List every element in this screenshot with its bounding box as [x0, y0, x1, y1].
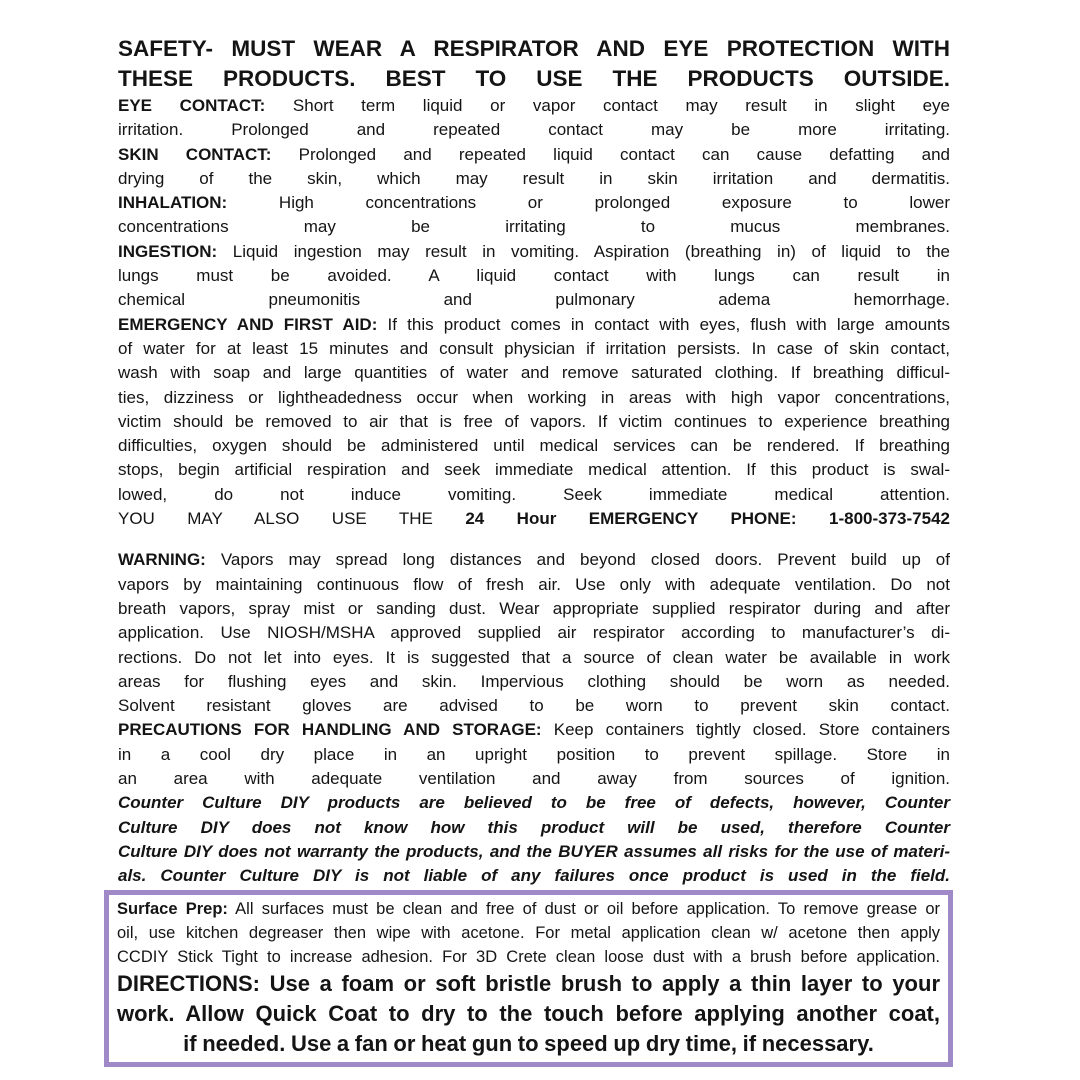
warning-text: Vapors may spread long distances and beyond closed doors. Prevent build up of	[220, 550, 950, 570]
surface-prep-directions-box	[104, 890, 953, 1068]
hazard-line	[118, 458, 950, 482]
hazard-line	[118, 410, 950, 434]
warning-line	[118, 548, 950, 572]
warning-line	[118, 694, 950, 718]
hazard-text: victim should be removed to air that is free of vapors. If victim continues to experience breathing	[118, 411, 950, 431]
safety-heading-line-1: SAFETY- MUST WEAR A RESPIRATOR AND EYE PROTECTION WITH	[118, 36, 950, 61]
surface-prep-text: All surfaces must be clean and free of dust or oil before application. To remove grease or	[235, 899, 940, 918]
hazard-line	[118, 386, 950, 410]
disclaimer-line	[118, 864, 950, 888]
hazard-text: of water for at least 15 minutes and consult physician if irritation persists. In case of skin contact,	[118, 338, 950, 358]
hazard-text: Liquid ingestion may result in vomiting. Aspiration (breathing in) of liquid to the	[232, 241, 950, 261]
warning-text: vapors by maintaining continuous flow of fresh air. Use only with adequate ventilation. Do not	[118, 574, 950, 594]
hazard-line	[118, 264, 950, 288]
hazard-line	[118, 240, 950, 264]
hazard-text: difficulties, oxygen should be administered until medical services can be rendered. If breathing	[118, 436, 950, 456]
hazard-line	[118, 167, 950, 191]
surface-prep-text: oil, use kitchen degreaser then wipe with acetone. For metal application clean w/ acetone then apply	[117, 923, 940, 942]
hazard-text: If this product comes in contact with eyes, flush with large amounts	[387, 314, 950, 334]
hazard-line	[118, 337, 950, 361]
hazard-text: High concentrations or prolonged exposure to lower	[278, 193, 950, 213]
warning-line	[118, 597, 950, 621]
precautions-label: PRECAUTIONS FOR HANDLING AND STORAGE:	[118, 720, 542, 740]
hazard-text: Short term liquid or vapor contact may result in slight eye	[292, 96, 950, 115]
skin-contact-label: SKIN CONTACT:	[118, 144, 272, 164]
disclaimer-line	[118, 791, 950, 815]
hazard-line	[118, 483, 950, 507]
warning-line	[118, 718, 950, 742]
hazard-section	[118, 94, 950, 531]
hazard-text: concentrations may be irritating to mucus membranes.	[118, 217, 950, 237]
disclaimer-text: Culture DIY does not warranty the products, and the BUYER assumes all risks for the use of materi-	[118, 841, 950, 861]
hazard-line	[118, 215, 950, 239]
disclaimer-text: Counter Culture DIY products are believed to be free of defects, however, Counter	[118, 793, 950, 813]
safety-heading-line-2: THESE PRODUCTS. BEST TO USE THE PRODUCTS OUTSIDE.	[118, 66, 950, 91]
surface-prep-line	[117, 897, 940, 921]
hazard-line	[118, 361, 950, 385]
emergency-phone-label: 24 Hour EMERGENCY PHONE:	[465, 509, 797, 529]
warning-line	[118, 573, 950, 597]
warning-text: breath vapors, spray mist or sanding dust. Wear appropriate supplied respirator during and after	[118, 598, 950, 618]
warning-line	[118, 670, 950, 694]
inhalation-label: INHALATION:	[118, 193, 228, 213]
hazard-line	[118, 143, 950, 167]
hazard-text: YOU MAY ALSO USE THE	[118, 509, 433, 529]
directions-line: work. Allow Quick Coat to dry to the touch before applying another coat,	[117, 1001, 940, 1027]
warning-line	[118, 767, 950, 791]
emergency-first-aid-label: EMERGENCY AND FIRST AID:	[118, 314, 378, 334]
hazard-line	[118, 191, 950, 215]
warning-text: rections. Do not let into eyes. It is suggested that a source of clean water be available in work	[118, 647, 950, 667]
product-safety-label	[118, 34, 950, 1067]
hazard-text: drying of the skin, which may result in skin irritation and dermatitis.	[118, 168, 950, 188]
warning-text: Solvent resistant gloves are advised to be worn to prevent skin contact.	[118, 696, 950, 716]
directions-line: if needed. Use a fan or heat gun to speed up dry time, if necessary.	[183, 1031, 874, 1057]
hazard-text: ties, dizziness or lightheadedness occur when working in areas with high vapor concentrations,	[118, 387, 950, 407]
warning-label: WARNING:	[118, 550, 206, 570]
hazard-line	[118, 288, 950, 312]
warning-text: in a cool dry place in an upright position to prevent spillage. Store in	[118, 744, 950, 764]
surface-prep-line	[117, 921, 940, 945]
warning-text: application. Use NIOSH/MSHA approved supplied air respirator according to manufacturer’s di-	[118, 623, 950, 643]
warning-section	[118, 548, 950, 888]
emergency-phone-line	[118, 507, 950, 531]
hazard-line	[118, 434, 950, 458]
hazard-text: chemical pneumonitis and pulmonary adema hemorrhage.	[118, 290, 950, 310]
surface-prep-line	[117, 945, 940, 969]
warning-text: areas for flushing eyes and skin. Impervious clothing should be worn as needed.	[118, 671, 950, 691]
eye-contact-label: EYE CONTACT:	[118, 96, 266, 115]
warning-line	[118, 743, 950, 767]
warning-line	[118, 646, 950, 670]
surface-prep-text: CCDIY Stick Tight to increase adhesion. For 3D Crete clean loose dust with a brush before application.	[117, 948, 940, 967]
hazard-text: lowed, do not induce vomiting. Seek immediate medical attention.	[118, 484, 950, 504]
hazard-line	[118, 94, 950, 118]
hazard-line	[118, 313, 950, 337]
ingestion-label: INGESTION:	[118, 241, 218, 261]
disclaimer-text: als. Counter Culture DIY is not liable of any failures once product is used in the field.	[118, 866, 950, 886]
hazard-line	[118, 118, 950, 142]
warning-text: Keep containers tightly closed. Store containers	[553, 720, 950, 740]
hazard-text: lungs must be avoided. A liquid contact with lungs can result in	[118, 266, 950, 286]
disclaimer-line	[118, 840, 950, 864]
disclaimer-text: Culture DIY does not know how this product will be used, therefore Counter	[118, 817, 950, 837]
emergency-phone-number: 1-800-373-7542	[829, 509, 950, 529]
hazard-text: irritation. Prolonged and repeated contact may be more irritating.	[118, 120, 950, 140]
hazard-text: stops, begin artificial respiration and seek immediate medical attention. If this product is swal-	[118, 460, 950, 480]
surface-prep-label: Surface Prep:	[117, 899, 228, 918]
warning-line	[118, 621, 950, 645]
hazard-text: Prolonged and repeated liquid contact can cause defatting and	[298, 144, 950, 164]
disclaimer-line	[118, 816, 950, 840]
directions-line: DIRECTIONS: Use a foam or soft bristle brush to apply a thin layer to your	[117, 971, 940, 997]
warning-text: an area with adequate ventilation and away from sources of ignition.	[118, 769, 950, 789]
hazard-text: wash with soap and large quantities of water and remove saturated clothing. If breathing difficul-	[118, 363, 950, 383]
